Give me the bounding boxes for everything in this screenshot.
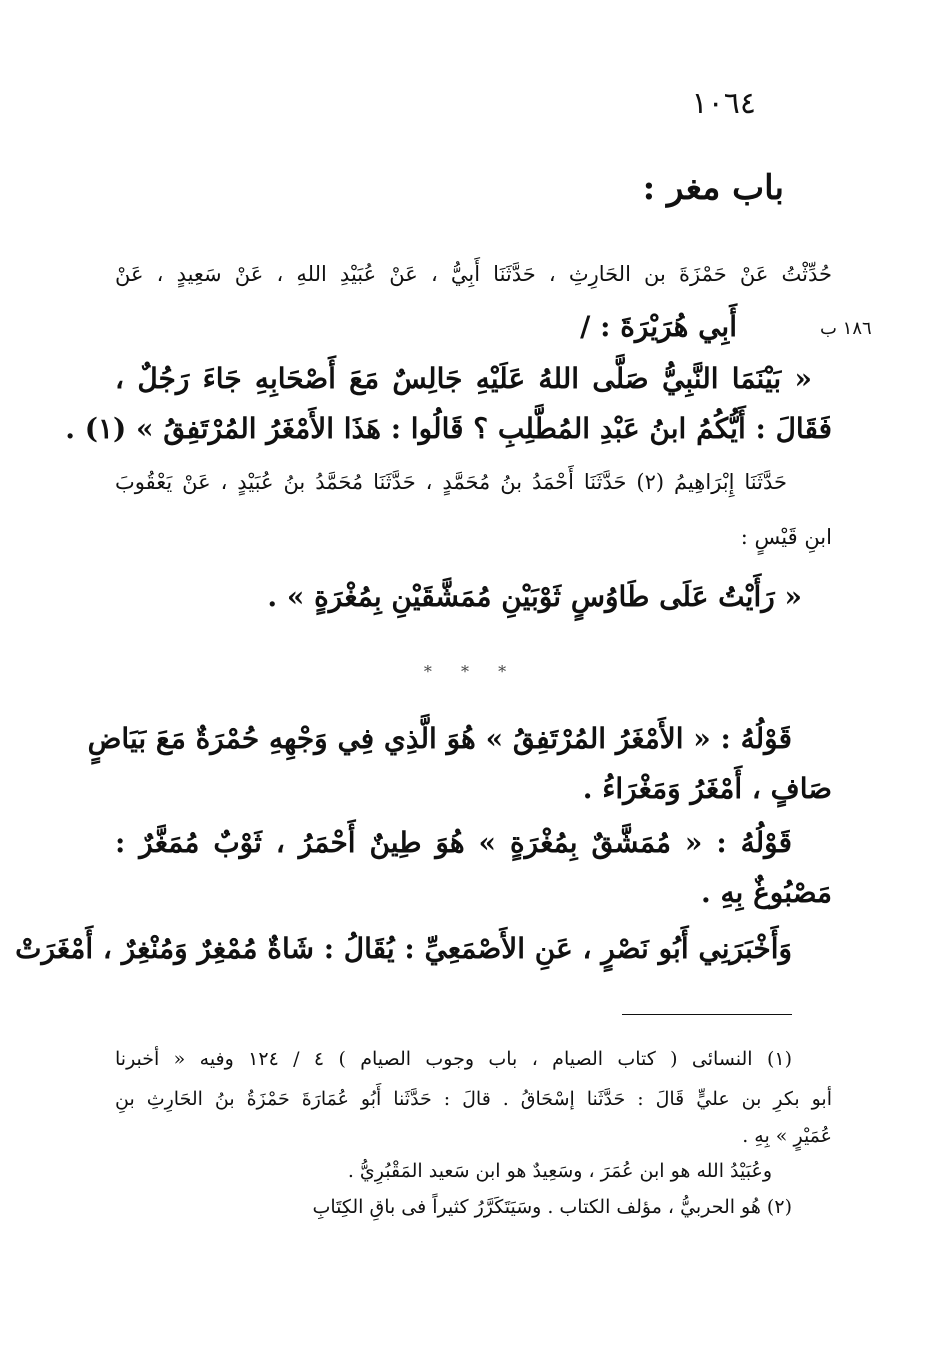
commentary-line-1: قَوْلُهُ : « الأَمْغَرُ المُرْتَفِقُ » هُوَ الَّذِي فِي وَجْهِهِ حُمْرَةٌ مَعَ بَيَاضٍ xyxy=(87,722,792,755)
isnad-line-3: حَدَّثَنَا إِبْرَاهِيمُ (٢) حَدَّثَنَا أَحْمَدُ بنُ مُحَمَّدٍ ، حَدَّثَنَا مُحَمَّدُ بنُ عُبَيْدٍ ، عَنْ يَعْقُوبَ xyxy=(115,470,787,494)
page-number: ١٠٦٤ xyxy=(691,86,756,121)
commentary-line-5: وَأَخْبَرَنِي أَبُو نَصْرٍ ، عَنِ الأَصْمَعِيِّ : يُقَالُ : شَاةٌ مُمْغِرٌ وَمُنْغِرٌ ، أَمْغَرَتْ xyxy=(15,932,792,965)
footnote-divider xyxy=(622,1014,792,1015)
hadith-line-2: فَقَالَ : أَيُّكُمُ ابنُ عَبْدِ المُطَّلِبِ ؟ قَالُوا : هَذَا الأَمْغَرُ المُرْتَفِقُ » (١) . xyxy=(65,412,832,445)
commentary-line-2: صَافٍ ، أَمْغَرُ وَمَغْرَاءُ . xyxy=(582,772,832,805)
commentary-line-3: قَوْلُهُ : « مُمَشَّقٌ بِمُغْرَةٍ » هُوَ طِينٌ أَحْمَرُ ، ثَوْبٌ مُمَغَّرٌ : xyxy=(115,826,792,859)
isnad-line-1: حُدِّثْتُ عَنْ حَمْزَةَ بن الحَارِثِ ، حَدَّثَنَا أَبِيُّ ، عَنْ عُبَيْدِ اللهِ ، عَنْ سَعِيدٍ ، عَنْ xyxy=(115,262,832,286)
section-separator: * * * xyxy=(423,662,519,681)
hadith-line-3: « رَأَيْتُ عَلَى طَاوُسٍ ثَوْبَيْنِ مُمَشَّقَيْنِ بِمُغْرَةٍ » . xyxy=(267,580,802,613)
hadith-line-1: « بَيْنَمَا النَّبِيُّ صَلَّى اللهُ عَلَيْهِ جَالِسٌ مَعَ أَصْحَابِهِ جَاءَ رَجُلٌ ، xyxy=(115,362,813,395)
footnote-1-line-3: عُمَيْرٍ » بِهِ . xyxy=(742,1125,832,1147)
commentary-line-4: مَصْبُوغٌ بِهِ . xyxy=(701,876,832,909)
isnad-line-2: أَبِي هُرَيْرَةَ : / xyxy=(580,310,737,343)
footnote-1-line-2: أبو بكرِ بن عليٍّ قَالَ : حَدَّثَنا إسْحَاقُ . قالَ : حَدَّثَنا أَبُو عُمَارَةَ حَمْزَةُ بنُ الحَارِثِ بنِ xyxy=(115,1088,832,1110)
chapter-title: باب مغر : xyxy=(642,168,784,208)
footnote-1-line-4: وعُبَيْدُ الله هو ابن عُمَرَ ، وسَعِيدٌ هو ابن سَعيد المَقْبُرِيُّ . xyxy=(347,1160,772,1182)
footnote-2: (٢) هُو الحربيُّ ، مؤلف الكتاب . وسَيَتَكَرَّرُ كثيراً فى باقِ الكِتَابِ xyxy=(312,1196,792,1218)
footnote-1-line-1: (١) النسائى ( كتاب الصيام ، باب وجوب الصيام ) ٤ / ١٢٤ وفيه « أخبرنا xyxy=(115,1048,792,1070)
isnad-line-4: ابنِ قَيْسٍ : xyxy=(740,525,832,549)
margin-folio-note: ١٨٦ ب xyxy=(820,318,872,339)
